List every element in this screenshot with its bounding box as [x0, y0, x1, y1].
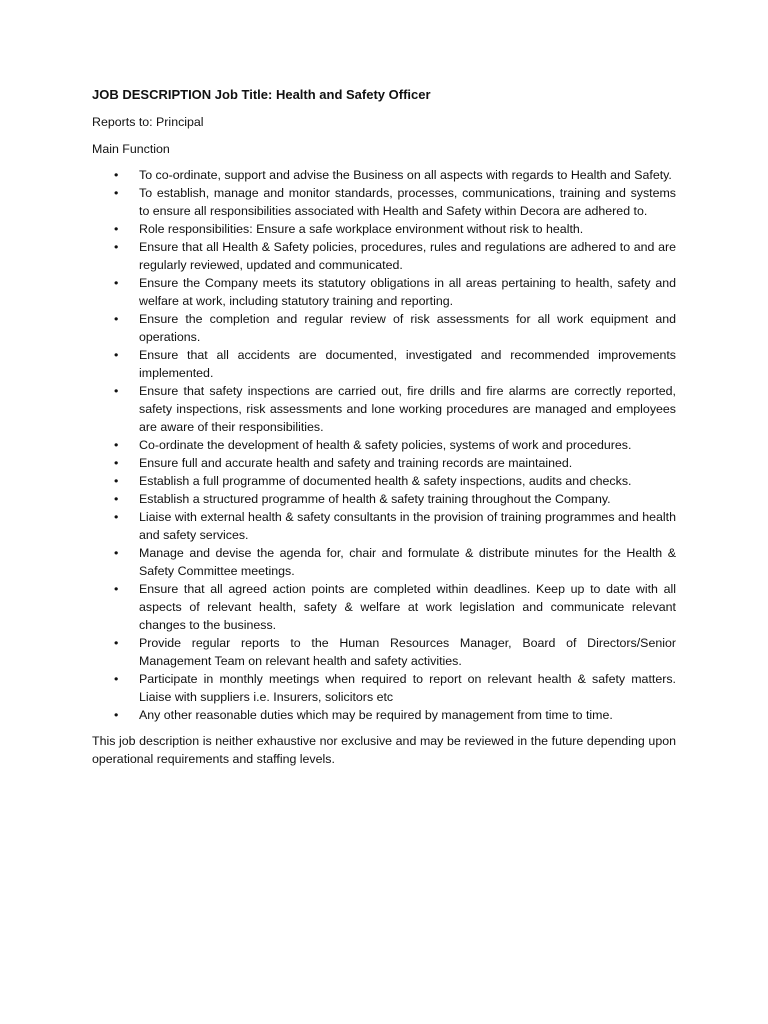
bullet-icon: • — [114, 168, 119, 182]
duty-text: Establish a structured programme of health & safety training throughout the Company. — [139, 492, 611, 506]
duties-list — [92, 166, 676, 724]
main-function-heading: Main Function — [92, 142, 170, 156]
duty-item — [92, 382, 676, 436]
duty-item — [92, 220, 676, 238]
duty-text: Co-ordinate the development of health & safety policies, systems of work and procedures. — [139, 438, 632, 452]
duty-item — [92, 274, 676, 310]
bullet-icon: • — [114, 582, 119, 596]
bullet-icon: • — [114, 276, 119, 290]
bullet-icon: • — [114, 546, 119, 560]
duty-item — [92, 346, 676, 382]
duty-text: Any other reasonable duties which may be required by management from time to time. — [139, 708, 613, 722]
duty-item — [92, 436, 676, 454]
duty-text: Ensure the Company meets its statutory obligations in all areas pertaining to health, safety and welfare at work, including statutory training and reporting. — [139, 276, 676, 308]
duty-text: To co-ordinate, support and advise the Business on all aspects with regards to Health and Safety. — [139, 168, 672, 182]
duty-text: Manage and devise the agenda for, chair and formulate & distribute minutes for the Health & Safety Committee meetings. — [139, 546, 676, 578]
duty-item — [92, 508, 676, 544]
duty-item — [92, 184, 676, 220]
duty-text: Provide regular reports to the Human Resources Manager, Board of Directors/Senior Management Team on relevant health and safety activities. — [139, 636, 676, 668]
bullet-icon: • — [114, 510, 119, 524]
duty-item — [92, 544, 676, 580]
duty-item — [92, 166, 676, 184]
bullet-icon: • — [114, 456, 119, 470]
duty-text: Liaise with external health & safety consultants in the provision of training programmes and health and safety services. — [139, 510, 676, 542]
duty-item — [92, 670, 676, 706]
duty-text: Ensure the completion and regular review of risk assessments for all work equipment and operations. — [139, 312, 676, 344]
duty-item — [92, 310, 676, 346]
duty-text: Participate in monthly meetings when required to report on relevant health & safety matters. Liaise with suppliers i.e. Insurers, solicitors etc — [139, 672, 676, 704]
bullet-icon: • — [114, 186, 119, 200]
bullet-icon: • — [114, 222, 119, 236]
duty-item — [92, 472, 676, 490]
bullet-icon: • — [114, 312, 119, 326]
duty-item — [92, 634, 676, 670]
document-title: JOB DESCRIPTION Job Title: Health and Safety Officer — [92, 87, 431, 102]
closing-paragraph: This job description is neither exhaustive nor exclusive and may be reviewed in the future depending upon operational requirements and staffing levels. — [92, 734, 676, 766]
duty-text: Role responsibilities: Ensure a safe workplace environment without risk to health. — [139, 222, 584, 236]
duty-text: Ensure that safety inspections are carried out, fire drills and fire alarms are correctly reported, safety inspections, risk assessments and lone working procedures are managed and employees are aware of their responsibilities. — [139, 384, 676, 434]
duty-text: Ensure that all accidents are documented, investigated and recommended improvements implemented. — [139, 348, 676, 380]
duty-item — [92, 580, 676, 634]
bullet-icon: • — [114, 384, 119, 398]
duty-item — [92, 490, 676, 508]
bullet-icon: • — [114, 438, 119, 452]
duty-item — [92, 706, 676, 724]
duty-text: Ensure full and accurate health and safety and training records are maintained. — [139, 456, 573, 470]
duty-text: Ensure that all Health & Safety policies, procedures, rules and regulations are adhered to and are regularly reviewed, updated and communicated. — [139, 240, 676, 272]
bullet-icon: • — [114, 474, 119, 488]
duty-item — [92, 238, 676, 274]
bullet-icon: • — [114, 348, 119, 362]
duty-item — [92, 454, 676, 472]
bullet-icon: • — [114, 672, 119, 686]
reports-to-line: Reports to: Principal — [92, 115, 204, 129]
duty-text: To establish, manage and monitor standards, processes, communications, training and systems to ensure all responsibilities associated with Health and Safety within Decora are adhered to. — [139, 186, 676, 218]
duty-text: Ensure that all agreed action points are completed within deadlines. Keep up to date with all aspects of relevant health, safety & welfare at work legislation and communicate relevant changes to the business. — [139, 582, 676, 632]
bullet-icon: • — [114, 636, 119, 650]
duty-text: Establish a full programme of documented health & safety inspections, audits and checks. — [139, 474, 632, 488]
bullet-icon: • — [114, 240, 119, 254]
document-page — [92, 86, 676, 768]
bullet-icon: • — [114, 708, 119, 722]
bullet-icon: • — [114, 492, 119, 506]
